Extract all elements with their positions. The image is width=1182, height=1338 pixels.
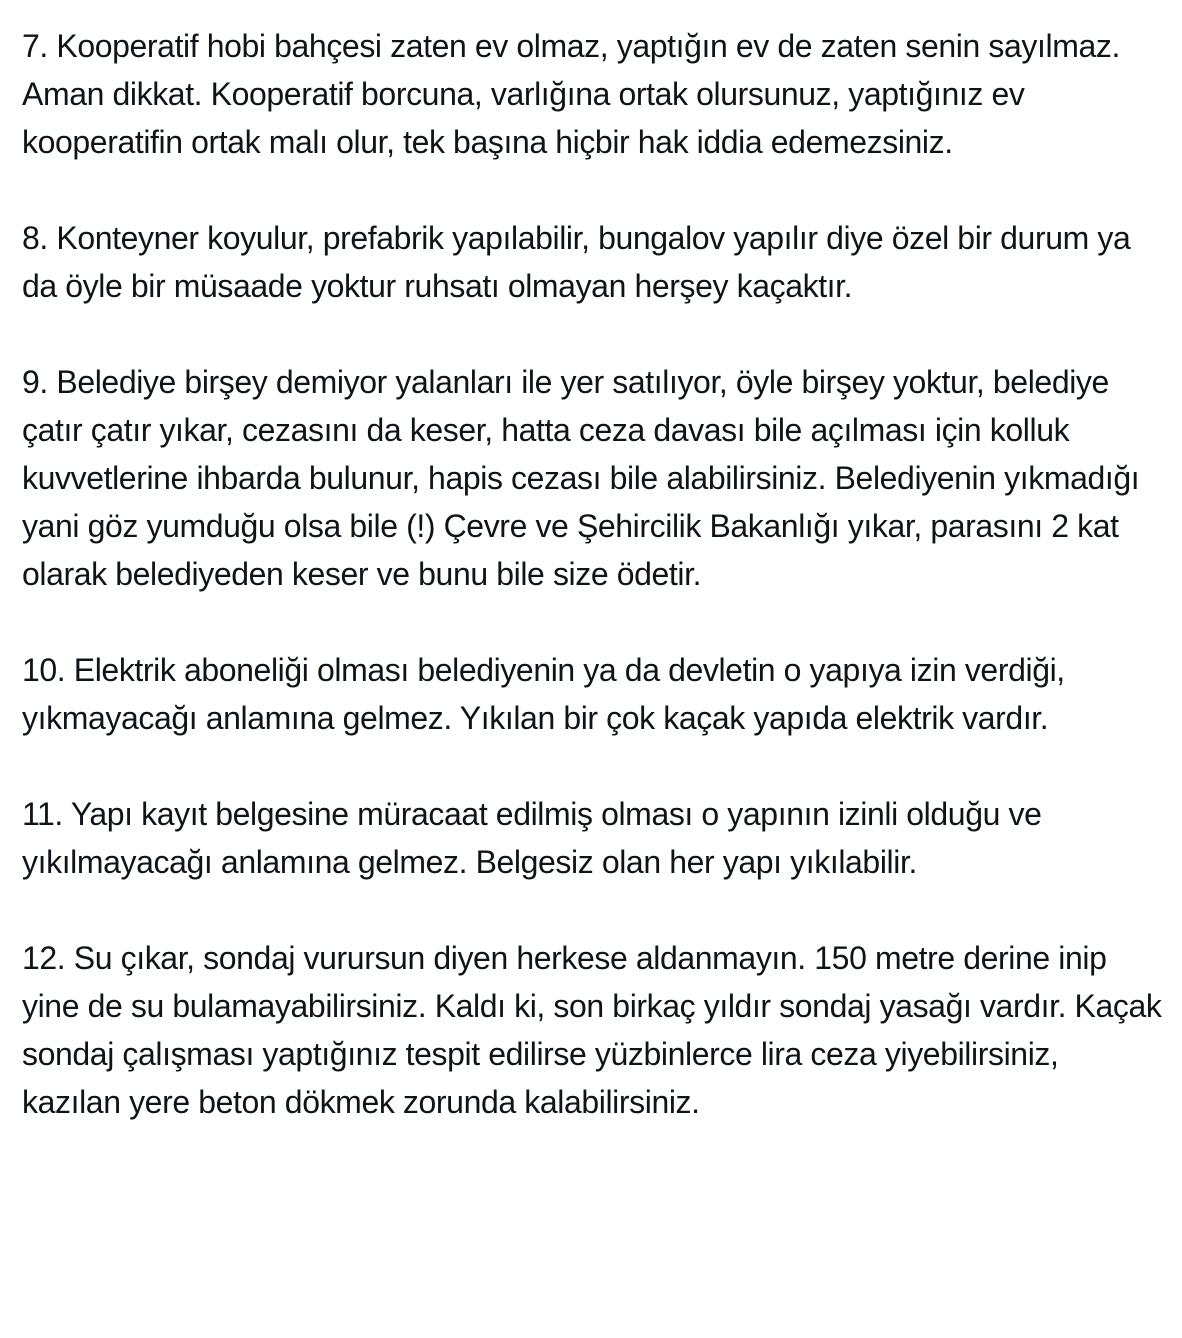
post-text	[22, 22, 1162, 1126]
paragraph-item-9: 9. Belediye birşey demiyor yalanları ile yer satılıyor, öyle birşey yoktur, belediye çatır çatır yıkar, cezasını da keser, hatta ceza davası bile açılması için kolluk kuvvetlerine ihbarda bulunur, hapis cezası bile alabilirsiniz. Belediyenin yıkmadığı yani göz yumduğu olsa bile (!) Çevre ve Şehircilik Bakanlığı yıkar, parasını 2 kat olarak belediyeden keser ve bunu bile size ödetir.	[22, 364, 1140, 592]
paragraph-item-10: 10. Elektrik aboneliği olması belediyenin ya da devletin o yapıya izin verdiği, yıkmayacağı anlamına gelmez. Yıkılan bir çok kaçak yapıda elektrik vardır.	[22, 652, 1065, 736]
paragraph-item-11: 11. Yapı kayıt belgesine müracaat edilmiş olması o yapının izinli olduğu ve yıkılmayacağı anlamına gelmez. Belgesiz olan her yapı yıkılabilir.	[22, 796, 1042, 880]
paragraph-item-12: 12. Su çıkar, sondaj vurursun diyen herkese aldanmayın. 150 metre derine inip yine de su bulamayabilirsiniz. Kaldı ki, son birkaç yıldır sondaj yasağı vardır. Kaçak sondaj çalışması yaptığınız tespit edilirse yüzbinlerce lira ceza yiyebilirsiniz, kazılan yere beton dökmek zorunda kalabilirsiniz.	[22, 940, 1162, 1120]
paragraph-item-7: 7. Kooperatif hobi bahçesi zaten ev olmaz, yaptığın ev de zaten senin sayılmaz. Aman dikkat. Kooperatif borcuna, varlığına ortak olursunuz, yaptığınız ev kooperatifin ortak malı olur, tek başına hiçbir hak iddia edemezsiniz.	[22, 28, 1120, 160]
paragraph-item-8: 8. Konteyner koyulur, prefabrik yapılabilir, bungalov yapılır diye özel bir durum ya da öyle bir müsaade yoktur ruhsatı olmayan herşey kaçaktır.	[22, 220, 1131, 304]
